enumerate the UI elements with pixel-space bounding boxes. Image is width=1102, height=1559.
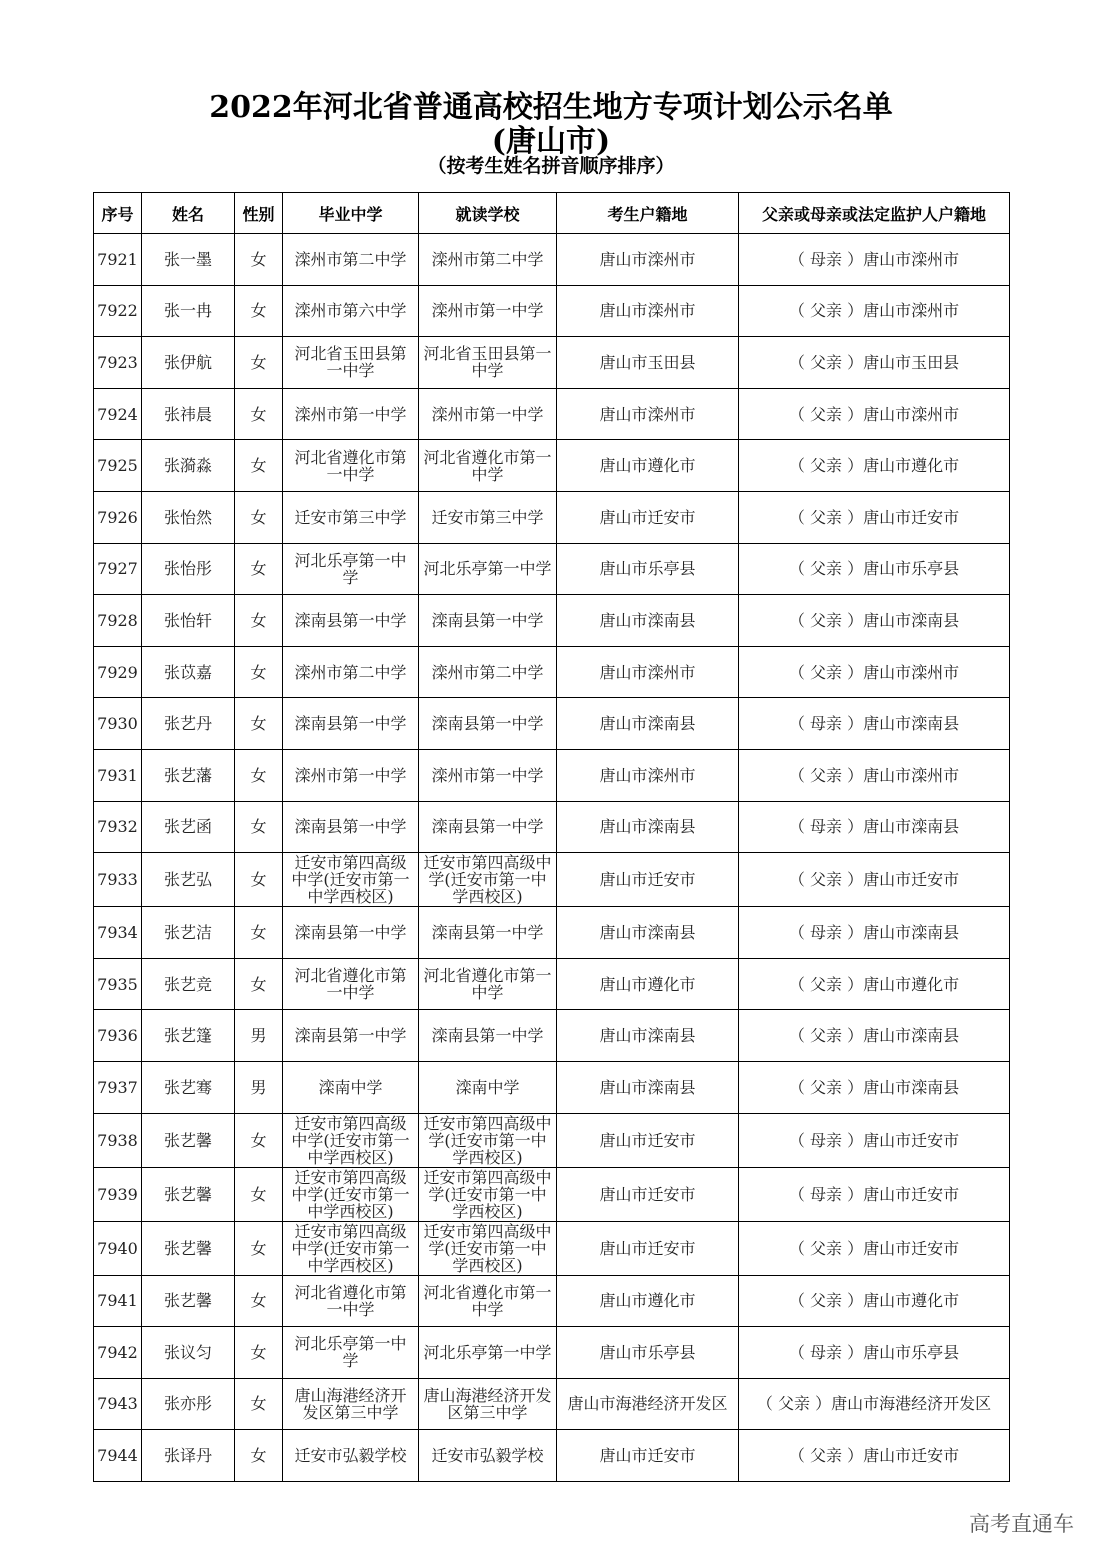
cell-graduation-school: 唐山海港经济开发区第三中学 bbox=[283, 1378, 419, 1430]
cell-current-school: 迁安市第四高级中学(迁安市第一中学西校区) bbox=[419, 853, 557, 907]
cell-graduation-school: 河北乐亭第一中学 bbox=[283, 1327, 419, 1379]
cell-name: 张一墨 bbox=[142, 234, 235, 286]
sort-note: （按考生姓名拼音顺序排序） bbox=[427, 155, 675, 177]
cell-parent-registration: （ 母亲 ）唐山市迁安市 bbox=[739, 1167, 1010, 1221]
table-row bbox=[94, 440, 1010, 492]
cell-current-school: 滦州市第一中学 bbox=[419, 285, 557, 337]
cell-household-registration: 唐山市迁安市 bbox=[557, 853, 739, 907]
cell-no: 7933 bbox=[94, 853, 142, 907]
table-row bbox=[94, 1378, 1010, 1430]
table-row bbox=[94, 285, 1010, 337]
cell-name: 张艺函 bbox=[142, 801, 235, 853]
cell-graduation-school: 滦南县第一中学 bbox=[283, 698, 419, 750]
cell-graduation-school: 滦南县第一中学 bbox=[283, 1010, 419, 1062]
table-row bbox=[94, 543, 1010, 595]
cell-gender: 女 bbox=[235, 801, 283, 853]
table-row bbox=[94, 1010, 1010, 1062]
cell-gender: 女 bbox=[235, 1113, 283, 1167]
cell-no: 7938 bbox=[94, 1113, 142, 1167]
table-row bbox=[94, 907, 1010, 959]
cell-name: 张艺骞 bbox=[142, 1061, 235, 1113]
cell-no: 7944 bbox=[94, 1430, 142, 1482]
cell-graduation-school: 滦南县第一中学 bbox=[283, 801, 419, 853]
table-row bbox=[94, 853, 1010, 907]
cell-current-school: 滦南中学 bbox=[419, 1061, 557, 1113]
cell-no: 7930 bbox=[94, 698, 142, 750]
cell-parent-registration: （ 父亲 ）唐山市滦州市 bbox=[739, 646, 1010, 698]
cell-no: 7928 bbox=[94, 595, 142, 647]
cell-no: 7940 bbox=[94, 1221, 142, 1275]
header-gender: 性别 bbox=[235, 193, 283, 234]
cell-no: 7921 bbox=[94, 234, 142, 286]
cell-name: 张艺竞 bbox=[142, 958, 235, 1010]
cell-graduation-school: 河北乐亭第一中学 bbox=[283, 543, 419, 595]
cell-household-registration: 唐山市海港经济开发区 bbox=[557, 1378, 739, 1430]
cell-graduation-school: 迁安市第四高级中学(迁安市第一中学西校区) bbox=[283, 853, 419, 907]
cell-gender: 女 bbox=[235, 646, 283, 698]
cell-gender: 女 bbox=[235, 1430, 283, 1482]
table-row bbox=[94, 388, 1010, 440]
cell-gender: 女 bbox=[235, 388, 283, 440]
cell-household-registration: 唐山市迁安市 bbox=[557, 1113, 739, 1167]
cell-graduation-school: 河北省遵化市第一中学 bbox=[283, 958, 419, 1010]
cell-name: 张一冉 bbox=[142, 285, 235, 337]
table-row bbox=[94, 1327, 1010, 1379]
table-row bbox=[94, 1275, 1010, 1327]
cell-graduation-school: 河北省玉田县第一中学 bbox=[283, 337, 419, 389]
cell-parent-registration: （ 父亲 ）唐山市滦南县 bbox=[739, 1061, 1010, 1113]
cell-name: 张怡然 bbox=[142, 491, 235, 543]
cell-current-school: 滦州市第二中学 bbox=[419, 646, 557, 698]
cell-no: 7943 bbox=[94, 1378, 142, 1430]
cell-gender: 女 bbox=[235, 749, 283, 801]
cell-current-school: 河北乐亭第一中学 bbox=[419, 1327, 557, 1379]
cell-current-school: 迁安市弘毅学校 bbox=[419, 1430, 557, 1482]
cell-gender: 女 bbox=[235, 543, 283, 595]
cell-gender: 男 bbox=[235, 1010, 283, 1062]
document-subtitle: (唐山市) bbox=[491, 124, 611, 159]
cell-current-school: 滦南县第一中学 bbox=[419, 1010, 557, 1062]
table-row bbox=[94, 801, 1010, 853]
cell-parent-registration: （ 母亲 ）唐山市滦南县 bbox=[739, 907, 1010, 959]
cell-name: 张艺丹 bbox=[142, 698, 235, 750]
cell-household-registration: 唐山市遵化市 bbox=[557, 958, 739, 1010]
cell-graduation-school: 迁安市第三中学 bbox=[283, 491, 419, 543]
cell-household-registration: 唐山市滦州市 bbox=[557, 388, 739, 440]
cell-current-school: 滦州市第一中学 bbox=[419, 388, 557, 440]
cell-no: 7935 bbox=[94, 958, 142, 1010]
table-row bbox=[94, 234, 1010, 286]
cell-name: 张艺洁 bbox=[142, 907, 235, 959]
header-no: 序号 bbox=[94, 193, 142, 234]
cell-current-school: 迁安市第四高级中学(迁安市第一中学西校区) bbox=[419, 1113, 557, 1167]
cell-gender: 女 bbox=[235, 1327, 283, 1379]
cell-name: 张艺篷 bbox=[142, 1010, 235, 1062]
roster-table bbox=[93, 192, 1010, 1482]
cell-household-registration: 唐山市乐亭县 bbox=[557, 543, 739, 595]
cell-no: 7937 bbox=[94, 1061, 142, 1113]
cell-parent-registration: （ 父亲 ）唐山市海港经济开发区 bbox=[739, 1378, 1010, 1430]
cell-name: 张艺馨 bbox=[142, 1167, 235, 1221]
cell-name: 张伊航 bbox=[142, 337, 235, 389]
cell-graduation-school: 河北省遵化市第一中学 bbox=[283, 1275, 419, 1327]
cell-parent-registration: （ 父亲 ）唐山市滦南县 bbox=[739, 1010, 1010, 1062]
table-row bbox=[94, 1221, 1010, 1275]
cell-household-registration: 唐山市滦南县 bbox=[557, 595, 739, 647]
header-parent-registration: 父亲或母亲或法定监护人户籍地 bbox=[739, 193, 1010, 234]
cell-current-school: 滦南县第一中学 bbox=[419, 801, 557, 853]
table-row bbox=[94, 698, 1010, 750]
header-row bbox=[94, 193, 1010, 234]
cell-parent-registration: （ 母亲 ）唐山市滦南县 bbox=[739, 698, 1010, 750]
table-row bbox=[94, 491, 1010, 543]
cell-no: 7925 bbox=[94, 440, 142, 492]
cell-current-school: 河北乐亭第一中学 bbox=[419, 543, 557, 595]
cell-parent-registration: （ 父亲 ）唐山市滦州市 bbox=[739, 285, 1010, 337]
cell-household-registration: 唐山市滦南县 bbox=[557, 1010, 739, 1062]
cell-name: 张亦彤 bbox=[142, 1378, 235, 1430]
cell-no: 7941 bbox=[94, 1275, 142, 1327]
table-row bbox=[94, 1167, 1010, 1221]
cell-household-registration: 唐山市遵化市 bbox=[557, 440, 739, 492]
table-row bbox=[94, 958, 1010, 1010]
cell-gender: 女 bbox=[235, 337, 283, 389]
cell-household-registration: 唐山市迁安市 bbox=[557, 1221, 739, 1275]
cell-name: 张艺藩 bbox=[142, 749, 235, 801]
cell-parent-registration: （ 父亲 ）唐山市滦南县 bbox=[739, 595, 1010, 647]
cell-parent-registration: （ 父亲 ）唐山市迁安市 bbox=[739, 1221, 1010, 1275]
cell-no: 7939 bbox=[94, 1167, 142, 1221]
cell-household-registration: 唐山市迁安市 bbox=[557, 491, 739, 543]
cell-household-registration: 唐山市遵化市 bbox=[557, 1275, 739, 1327]
cell-current-school: 迁安市第四高级中学(迁安市第一中学西校区) bbox=[419, 1221, 557, 1275]
cell-no: 7927 bbox=[94, 543, 142, 595]
cell-no: 7932 bbox=[94, 801, 142, 853]
cell-parent-registration: （ 母亲 ）唐山市乐亭县 bbox=[739, 1327, 1010, 1379]
cell-household-registration: 唐山市滦州市 bbox=[557, 285, 739, 337]
cell-graduation-school: 滦南县第一中学 bbox=[283, 595, 419, 647]
cell-parent-registration: （ 父亲 ）唐山市遵化市 bbox=[739, 440, 1010, 492]
cell-no: 7926 bbox=[94, 491, 142, 543]
cell-current-school: 滦南县第一中学 bbox=[419, 698, 557, 750]
cell-gender: 女 bbox=[235, 595, 283, 647]
table-row bbox=[94, 1061, 1010, 1113]
cell-gender: 女 bbox=[235, 907, 283, 959]
cell-household-registration: 唐山市乐亭县 bbox=[557, 1327, 739, 1379]
cell-parent-registration: （ 父亲 ）唐山市迁安市 bbox=[739, 853, 1010, 907]
cell-current-school: 滦南县第一中学 bbox=[419, 595, 557, 647]
table-row bbox=[94, 646, 1010, 698]
table-row bbox=[94, 1430, 1010, 1482]
cell-parent-registration: （ 父亲 ）唐山市滦州市 bbox=[739, 749, 1010, 801]
table-row bbox=[94, 749, 1010, 801]
cell-no: 7931 bbox=[94, 749, 142, 801]
cell-graduation-school: 滦南县第一中学 bbox=[283, 907, 419, 959]
header-name: 姓名 bbox=[142, 193, 235, 234]
cell-gender: 女 bbox=[235, 440, 283, 492]
cell-parent-registration: （ 母亲 ）唐山市滦南县 bbox=[739, 801, 1010, 853]
cell-gender: 女 bbox=[235, 853, 283, 907]
cell-name: 张怡轩 bbox=[142, 595, 235, 647]
cell-current-school: 滦州市第二中学 bbox=[419, 234, 557, 286]
cell-parent-registration: （ 父亲 ）唐山市遵化市 bbox=[739, 1275, 1010, 1327]
cell-household-registration: 唐山市迁安市 bbox=[557, 1430, 739, 1482]
cell-parent-registration: （ 父亲 ）唐山市遵化市 bbox=[739, 958, 1010, 1010]
cell-graduation-school: 滦州市第六中学 bbox=[283, 285, 419, 337]
watermark: 高考直通车 bbox=[969, 1512, 1074, 1536]
table-row bbox=[94, 1113, 1010, 1167]
cell-graduation-school: 滦州市第一中学 bbox=[283, 388, 419, 440]
cell-current-school: 滦南县第一中学 bbox=[419, 907, 557, 959]
document-title: 2022年河北省普通高校招生地方专项计划公示名单 bbox=[209, 90, 893, 125]
cell-no: 7922 bbox=[94, 285, 142, 337]
cell-no: 7934 bbox=[94, 907, 142, 959]
cell-current-school: 滦州市第一中学 bbox=[419, 749, 557, 801]
cell-gender: 女 bbox=[235, 698, 283, 750]
cell-gender: 女 bbox=[235, 958, 283, 1010]
cell-current-school: 河北省遵化市第一中学 bbox=[419, 958, 557, 1010]
cell-parent-registration: （ 母亲 ）唐山市迁安市 bbox=[739, 1113, 1010, 1167]
cell-name: 张怡彤 bbox=[142, 543, 235, 595]
cell-gender: 女 bbox=[235, 234, 283, 286]
cell-graduation-school: 河北省遵化市第一中学 bbox=[283, 440, 419, 492]
table-row bbox=[94, 337, 1010, 389]
cell-graduation-school: 滦州市第二中学 bbox=[283, 234, 419, 286]
cell-gender: 女 bbox=[235, 491, 283, 543]
cell-gender: 女 bbox=[235, 1275, 283, 1327]
cell-household-registration: 唐山市滦南县 bbox=[557, 801, 739, 853]
cell-household-registration: 唐山市玉田县 bbox=[557, 337, 739, 389]
cell-graduation-school: 迁安市第四高级中学(迁安市第一中学西校区) bbox=[283, 1113, 419, 1167]
cell-household-registration: 唐山市滦南县 bbox=[557, 907, 739, 959]
cell-no: 7942 bbox=[94, 1327, 142, 1379]
cell-household-registration: 唐山市滦南县 bbox=[557, 698, 739, 750]
cell-graduation-school: 滦州市第二中学 bbox=[283, 646, 419, 698]
cell-name: 张艺馨 bbox=[142, 1221, 235, 1275]
cell-gender: 女 bbox=[235, 285, 283, 337]
cell-parent-registration: （ 母亲 ）唐山市滦州市 bbox=[739, 234, 1010, 286]
cell-current-school: 河北省玉田县第一中学 bbox=[419, 337, 557, 389]
cell-name: 张苡嘉 bbox=[142, 646, 235, 698]
cell-current-school: 河北省遵化市第一中学 bbox=[419, 440, 557, 492]
cell-current-school: 唐山海港经济开发区第三中学 bbox=[419, 1378, 557, 1430]
cell-name: 张艺弘 bbox=[142, 853, 235, 907]
cell-parent-registration: （ 父亲 ）唐山市滦州市 bbox=[739, 388, 1010, 440]
cell-gender: 女 bbox=[235, 1167, 283, 1221]
cell-household-registration: 唐山市滦南县 bbox=[557, 1061, 739, 1113]
cell-graduation-school: 滦南中学 bbox=[283, 1061, 419, 1113]
cell-current-school: 迁安市第三中学 bbox=[419, 491, 557, 543]
cell-graduation-school: 滦州市第一中学 bbox=[283, 749, 419, 801]
cell-no: 7924 bbox=[94, 388, 142, 440]
cell-parent-registration: （ 父亲 ）唐山市迁安市 bbox=[739, 1430, 1010, 1482]
cell-name: 张祎晨 bbox=[142, 388, 235, 440]
cell-name: 张议匀 bbox=[142, 1327, 235, 1379]
header-current-school: 就读学校 bbox=[419, 193, 557, 234]
cell-name: 张译丹 bbox=[142, 1430, 235, 1482]
header-graduation-school: 毕业中学 bbox=[283, 193, 419, 234]
cell-gender: 男 bbox=[235, 1061, 283, 1113]
cell-household-registration: 唐山市滦州市 bbox=[557, 749, 739, 801]
cell-household-registration: 唐山市滦州市 bbox=[557, 234, 739, 286]
cell-graduation-school: 迁安市弘毅学校 bbox=[283, 1430, 419, 1482]
cell-gender: 女 bbox=[235, 1378, 283, 1430]
cell-no: 7936 bbox=[94, 1010, 142, 1062]
header-household-registration: 考生户籍地 bbox=[557, 193, 739, 234]
cell-name: 张艺馨 bbox=[142, 1275, 235, 1327]
table-row bbox=[94, 595, 1010, 647]
cell-no: 7923 bbox=[94, 337, 142, 389]
cell-parent-registration: （ 父亲 ）唐山市乐亭县 bbox=[739, 543, 1010, 595]
cell-gender: 女 bbox=[235, 1221, 283, 1275]
cell-graduation-school: 迁安市第四高级中学(迁安市第一中学西校区) bbox=[283, 1167, 419, 1221]
cell-current-school: 迁安市第四高级中学(迁安市第一中学西校区) bbox=[419, 1167, 557, 1221]
cell-current-school: 河北省遵化市第一中学 bbox=[419, 1275, 557, 1327]
cell-household-registration: 唐山市迁安市 bbox=[557, 1167, 739, 1221]
cell-parent-registration: （ 父亲 ）唐山市迁安市 bbox=[739, 491, 1010, 543]
cell-parent-registration: （ 父亲 ）唐山市玉田县 bbox=[739, 337, 1010, 389]
cell-no: 7929 bbox=[94, 646, 142, 698]
cell-household-registration: 唐山市滦州市 bbox=[557, 646, 739, 698]
cell-graduation-school: 迁安市第四高级中学(迁安市第一中学西校区) bbox=[283, 1221, 419, 1275]
cell-name: 张漪淼 bbox=[142, 440, 235, 492]
cell-name: 张艺馨 bbox=[142, 1113, 235, 1167]
